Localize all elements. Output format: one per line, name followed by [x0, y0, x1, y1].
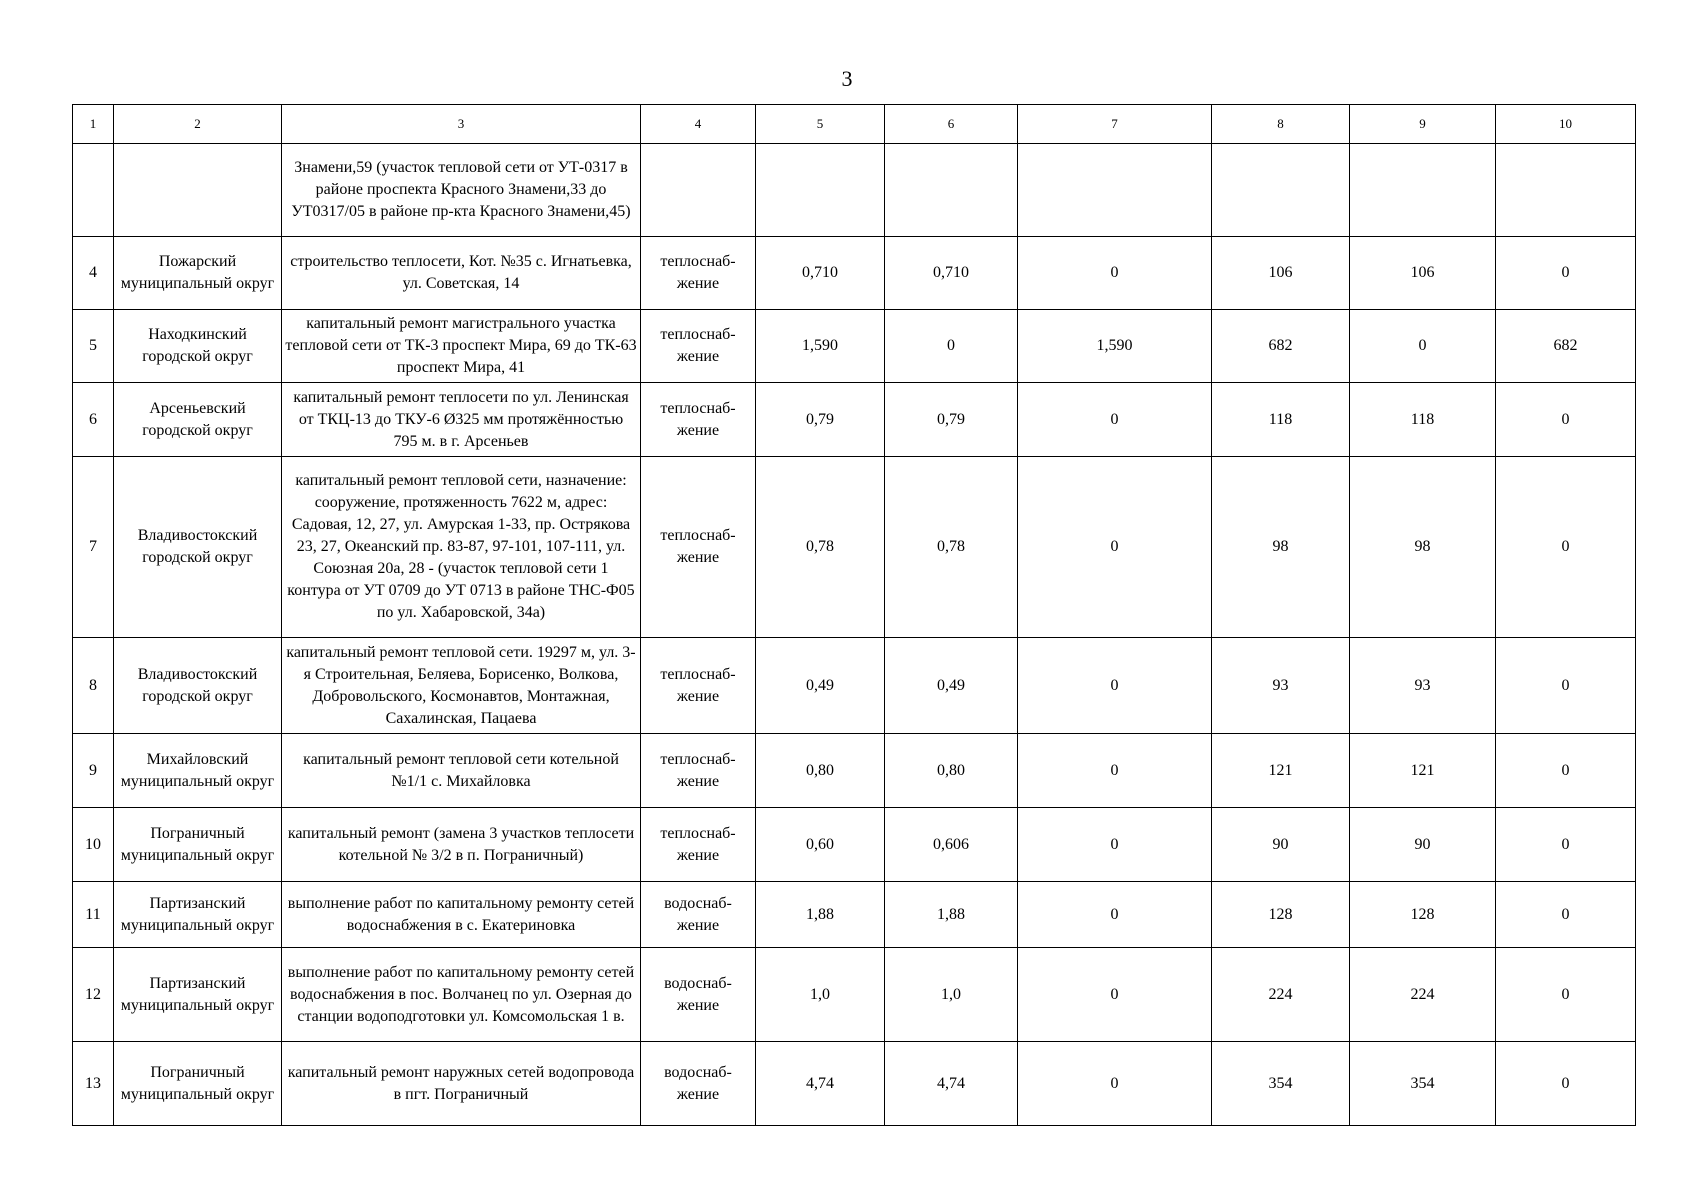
cell-description: капитальный ремонт магистрального участка тепловой сети от ТК-3 проспект Мира, 69 до ТК-63 проспект Мира, 41 [282, 310, 641, 383]
cell-col9: 224 [1350, 948, 1496, 1042]
cell-num: 13 [73, 1042, 114, 1126]
cell-col7: 0 [1018, 457, 1212, 638]
table-row [73, 144, 1636, 237]
table-row [73, 882, 1636, 948]
cell-col8: 354 [1212, 1042, 1350, 1126]
table-row [73, 310, 1636, 383]
data-table [72, 104, 1636, 1126]
cell-col7: 0 [1018, 734, 1212, 808]
cell-col9: 0 [1350, 310, 1496, 383]
cell-resource [641, 144, 756, 237]
cell-resource: теплоснаб-жение [641, 310, 756, 383]
table-row [73, 1042, 1636, 1126]
cell-description: капитальный ремонт наружных сетей водопровода в пгт. Пограничный [282, 1042, 641, 1126]
cell-col10: 682 [1496, 310, 1636, 383]
cell-resource: теплоснаб-жение [641, 383, 756, 457]
cell-resource: теплоснаб-жение [641, 237, 756, 310]
cell-resource: теплоснаб-жение [641, 734, 756, 808]
column-header: 10 [1496, 105, 1636, 144]
cell-col9 [1350, 144, 1496, 237]
cell-municipality: Арсеньевский городской округ [114, 383, 282, 457]
cell-col8 [1212, 144, 1350, 237]
cell-num: 11 [73, 882, 114, 948]
cell-col9: 118 [1350, 383, 1496, 457]
cell-municipality: Владивостокский городской округ [114, 638, 282, 734]
cell-municipality: Владивостокский городской округ [114, 457, 282, 638]
cell-col8: 93 [1212, 638, 1350, 734]
cell-num: 10 [73, 808, 114, 882]
cell-col6: 0,606 [885, 808, 1018, 882]
cell-col6: 0,79 [885, 383, 1018, 457]
cell-col8: 98 [1212, 457, 1350, 638]
cell-municipality: Партизанский муниципальный округ [114, 948, 282, 1042]
cell-municipality: Пограничный муниципальный округ [114, 1042, 282, 1126]
cell-resource: теплоснаб-жение [641, 457, 756, 638]
cell-municipality: Партизанский муниципальный округ [114, 882, 282, 948]
cell-num: 6 [73, 383, 114, 457]
cell-col5: 1,590 [756, 310, 885, 383]
cell-col9: 121 [1350, 734, 1496, 808]
cell-col10: 0 [1496, 383, 1636, 457]
cell-col6: 4,74 [885, 1042, 1018, 1126]
table-row [73, 948, 1636, 1042]
cell-col7: 1,590 [1018, 310, 1212, 383]
cell-col10: 0 [1496, 882, 1636, 948]
cell-col8: 106 [1212, 237, 1350, 310]
cell-col10: 0 [1496, 237, 1636, 310]
cell-col5: 4,74 [756, 1042, 885, 1126]
cell-col9: 90 [1350, 808, 1496, 882]
table-row [73, 734, 1636, 808]
cell-col7: 0 [1018, 638, 1212, 734]
table-row [73, 383, 1636, 457]
cell-description: капитальный ремонт (замена 3 участков теплосети котельной № 3/2 в п. Пограничный) [282, 808, 641, 882]
cell-col10: 0 [1496, 457, 1636, 638]
cell-col5 [756, 144, 885, 237]
cell-num: 5 [73, 310, 114, 383]
cell-col6: 0,710 [885, 237, 1018, 310]
column-header: 8 [1212, 105, 1350, 144]
cell-col10: 0 [1496, 734, 1636, 808]
cell-col8: 90 [1212, 808, 1350, 882]
cell-col9: 128 [1350, 882, 1496, 948]
cell-col10: 0 [1496, 1042, 1636, 1126]
cell-col7: 0 [1018, 1042, 1212, 1126]
cell-description: капитальный ремонт тепловой сети котельной №1/1 с. Михайловка [282, 734, 641, 808]
cell-col5: 0,79 [756, 383, 885, 457]
cell-num: 7 [73, 457, 114, 638]
cell-description: строительство теплосети, Кот. №35 с. Игнатьевка, ул. Советская, 14 [282, 237, 641, 310]
cell-col10: 0 [1496, 948, 1636, 1042]
cell-col5: 0,80 [756, 734, 885, 808]
cell-num: 12 [73, 948, 114, 1042]
cell-resource: теплоснаб-жение [641, 808, 756, 882]
column-header: 9 [1350, 105, 1496, 144]
cell-resource: теплоснаб-жение [641, 638, 756, 734]
cell-col8: 121 [1212, 734, 1350, 808]
cell-col8: 682 [1212, 310, 1350, 383]
cell-col9: 106 [1350, 237, 1496, 310]
cell-col10 [1496, 144, 1636, 237]
cell-municipality: Пограничный муниципальный округ [114, 808, 282, 882]
table-row [73, 638, 1636, 734]
cell-municipality: Находкинский городской округ [114, 310, 282, 383]
cell-col9: 354 [1350, 1042, 1496, 1126]
cell-col5: 0,60 [756, 808, 885, 882]
column-header: 3 [282, 105, 641, 144]
cell-col6: 1,88 [885, 882, 1018, 948]
cell-col7: 0 [1018, 948, 1212, 1042]
cell-description: выполнение работ по капитальному ремонту сетей водоснабжения в с. Екатериновка [282, 882, 641, 948]
cell-description: Знамени,59 (участок тепловой сети от УТ-0317 в районе проспекта Красного Знамени,33 до УТ0317/05 в районе пр-кта Красного Знамени,45) [282, 144, 641, 237]
cell-col6: 0 [885, 310, 1018, 383]
cell-num: 9 [73, 734, 114, 808]
cell-col7: 0 [1018, 237, 1212, 310]
cell-col5: 1,88 [756, 882, 885, 948]
cell-col10: 0 [1496, 638, 1636, 734]
cell-description: капитальный ремонт тепловой сети. 19297 м, ул. 3-я Строительная, Беляева, Борисенко, Волкова, Добровольского, Космонавтов, Монтажная, Сахалинская, Пацаева [282, 638, 641, 734]
cell-col5: 0,710 [756, 237, 885, 310]
column-header: 7 [1018, 105, 1212, 144]
header-row [73, 105, 1636, 144]
cell-col6 [885, 144, 1018, 237]
cell-col7: 0 [1018, 882, 1212, 948]
cell-resource: водоснаб-жение [641, 882, 756, 948]
table-body [73, 144, 1636, 1126]
column-header: 1 [73, 105, 114, 144]
cell-col6: 0,80 [885, 734, 1018, 808]
cell-num: 8 [73, 638, 114, 734]
table-row [73, 457, 1636, 638]
cell-col7: 0 [1018, 383, 1212, 457]
cell-col9: 93 [1350, 638, 1496, 734]
cell-resource: водоснаб-жение [641, 948, 756, 1042]
cell-description: капитальный ремонт тепловой сети, назначение: сооружение, протяженность 7622 м, адрес: Садовая, 12, 27, ул. Амурская 1-33, пр. Острякова 23, 27, Океанский пр. 83-87, 97-101, 107-111, ул. Союзная 20а, 28 - (участок тепловой сети 1 контура от УТ 0709 до УТ 0713 в районе ТНС-Ф05 по ул. Хабаровской, 34а) [282, 457, 641, 638]
cell-num: 4 [73, 237, 114, 310]
cell-col8: 128 [1212, 882, 1350, 948]
cell-municipality: Михайловский муниципальный округ [114, 734, 282, 808]
cell-municipality [114, 144, 282, 237]
cell-col8: 118 [1212, 383, 1350, 457]
cell-resource: водоснаб-жение [641, 1042, 756, 1126]
cell-description: капитальный ремонт теплосети по ул. Ленинская от ТКЦ-13 до ТКУ-6 Ø325 мм протяжённостью 795 м. в г. Арсеньев [282, 383, 641, 457]
cell-col10: 0 [1496, 808, 1636, 882]
cell-col5: 0,78 [756, 457, 885, 638]
cell-col6: 0,78 [885, 457, 1018, 638]
cell-col6: 1,0 [885, 948, 1018, 1042]
column-header: 4 [641, 105, 756, 144]
table-row [73, 237, 1636, 310]
cell-col8: 224 [1212, 948, 1350, 1042]
cell-col5: 0,49 [756, 638, 885, 734]
page-number: 3 [841, 66, 853, 91]
table-row [73, 808, 1636, 882]
cell-num [73, 144, 114, 237]
cell-col9: 98 [1350, 457, 1496, 638]
cell-col7: 0 [1018, 808, 1212, 882]
cell-description: выполнение работ по капитальному ремонту сетей водоснабжения в пос. Волчанец по ул. Озерная до станции водоподготовки ул. Комсомольская 1 в. [282, 948, 641, 1042]
cell-col6: 0,49 [885, 638, 1018, 734]
cell-col5: 1,0 [756, 948, 885, 1042]
cell-municipality: Пожарский муниципальный округ [114, 237, 282, 310]
column-header: 2 [114, 105, 282, 144]
column-header: 5 [756, 105, 885, 144]
cell-col7 [1018, 144, 1212, 237]
column-header: 6 [885, 105, 1018, 144]
